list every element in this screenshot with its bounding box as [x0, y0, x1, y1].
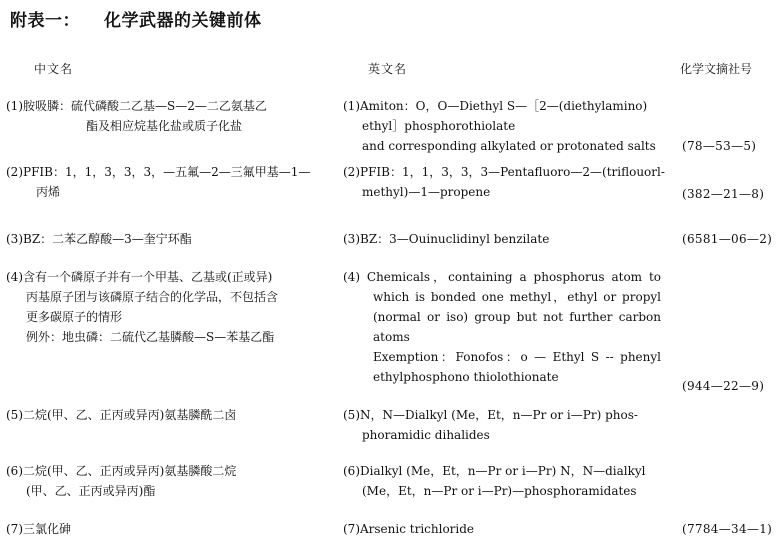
en-line: (5)N，N—Dialkyl (Me，Et，n—Pr or i—Pr) phos- — [343, 408, 638, 422]
cn-line: (3)BZ：二苯乙醇酸—3—奎宁环酯 — [6, 232, 192, 246]
cn-line: (4)含有一个磷原子并有一个甲基、乙基或(正或异) — [6, 270, 273, 284]
en-line: phoramidic dihalides — [362, 428, 490, 442]
cas-number-cell: (78—53—5) — [682, 139, 757, 153]
cas-number-cell: (382—21—8) — [682, 187, 765, 201]
chinese-name-cell — [6, 162, 336, 202]
en-line: (7)Arsenic trichloride — [343, 522, 475, 536]
cn-line: 更多碳原子的情形 — [26, 310, 123, 324]
cn-line: 例外：地虫磷：二硫代乙基膦酸—S—苯基乙酯 — [26, 330, 275, 344]
chinese-name-cell — [6, 96, 336, 136]
en-line: (1)Amiton：O，O—Diethyl S—［2—(diethylamino) — [343, 99, 648, 113]
en-line: ethylphosphono thiolothionate — [373, 370, 559, 384]
cn-line: (1)胺吸膦：硫代磷酸二乙基—S—2—二乙氨基乙 — [6, 99, 267, 113]
chinese-name-cell — [6, 519, 336, 539]
english-name-cell — [343, 96, 661, 156]
english-name-cell — [343, 162, 665, 202]
chinese-name-cell — [6, 229, 336, 249]
en-line: atoms — [373, 330, 410, 344]
english-name-cell — [343, 229, 661, 249]
en-line: Exemption：Fonofos：o — Ethyl S -- phenyl — [373, 350, 661, 364]
english-name-cell — [343, 405, 661, 445]
title-text: 化学武器的关键前体 — [104, 11, 262, 31]
english-name-cell — [343, 267, 661, 387]
chinese-name-cell — [6, 461, 336, 501]
cas-number-cell: (7784—34—1) — [682, 522, 773, 536]
cn-line: (5)二烷(甲、乙、正丙或异丙)氨基膦酰二卤 — [6, 408, 237, 422]
en-line: (2)PFIB：1，1，3，3，3—Pentafluoro—2—(triflouorl- — [343, 165, 665, 179]
en-line: (Me，Et，n—Pr or i—Pr)—phosphoramidates — [362, 484, 637, 498]
chinese-name-cell — [6, 267, 336, 347]
cn-line: (2)PFIB：1，1，3，3，3，—五氟—2—三氟甲基—1— — [6, 165, 311, 179]
cn-line: (7)三氯化砷 — [6, 522, 71, 536]
page-title — [10, 6, 262, 31]
en-line: (3)BZ：3—Ouinuclidinyl benzilate — [343, 232, 550, 246]
cn-line: 酯及相应烷基化盐或质子化盐 — [86, 119, 243, 133]
title-label: 附表一： — [10, 11, 80, 31]
header-chinese-name: 中文名 — [34, 62, 74, 76]
en-line: and corresponding alkylated or protonated salts — [362, 139, 656, 153]
en-line: which is bonded one methyl，ethyl or propyl — [373, 290, 661, 304]
cn-line: (甲、乙、正丙或异丙)酯 — [26, 484, 156, 498]
en-line: (6)Dialkyl (Me，Et，n—Pr or i—Pr) N，N—dialkyl — [343, 464, 646, 478]
en-line: (4) Chemicals，containing a phosphorus atom to — [343, 270, 661, 284]
cn-line: 丙基原子团与该磷原子结合的化学品，不包括含 — [26, 290, 279, 304]
cas-number-cell: (6581—06—2) — [682, 232, 773, 246]
en-line: methyl)—1—propene — [362, 185, 491, 199]
cn-line: (6)二烷(甲、乙、正丙或异丙)氨基膦酸二烷 — [6, 464, 237, 478]
cn-line: 丙烯 — [36, 185, 61, 199]
en-line: (normal or iso) group but not further carbon — [373, 310, 661, 324]
header-cas-number: 化学文摘社号 — [680, 62, 753, 76]
english-name-cell — [343, 519, 661, 539]
english-name-cell — [343, 461, 661, 501]
en-line: ethyl］phosphorothiolate — [362, 119, 516, 133]
cas-number-cell: (944—22—9) — [682, 379, 765, 393]
chinese-name-cell — [6, 405, 336, 425]
header-english-name: 英文名 — [368, 62, 408, 76]
